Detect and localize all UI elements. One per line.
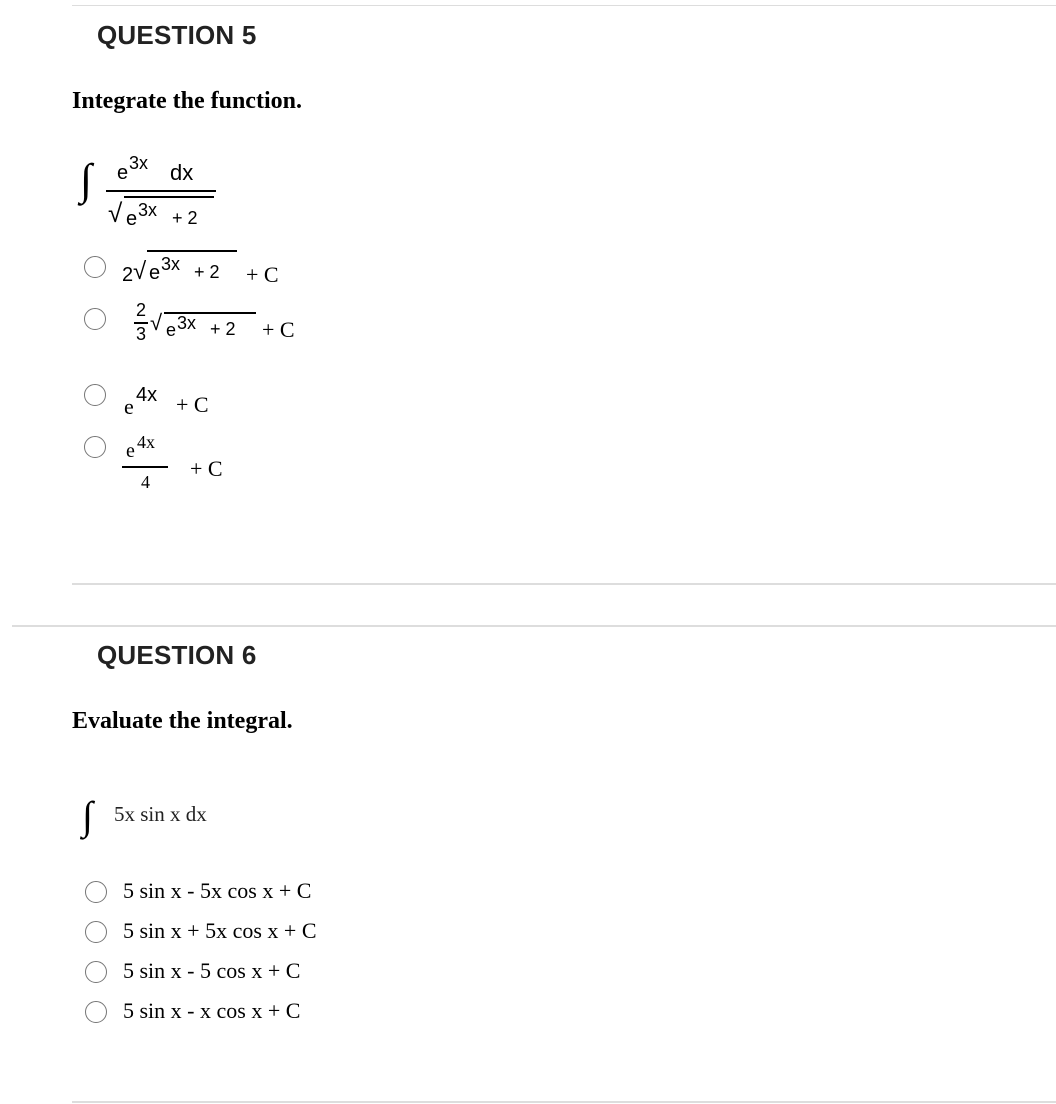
- question-5-prompt: Integrate the function.: [72, 88, 302, 114]
- q5-option-d-label: e 4x 4 + C: [122, 428, 262, 498]
- sqrt-icon: √: [108, 198, 123, 228]
- question-5-bottom-divider: [72, 583, 1056, 585]
- fraction-bar: [106, 190, 216, 192]
- sqrt-icon: √: [133, 258, 147, 285]
- radicand-base: e: [126, 208, 138, 230]
- q5-option-a-label: 2 √ e 3x + 2 + C: [122, 250, 322, 290]
- q5-option-b-label: 2 3 √ e 3x + 2 + C: [136, 300, 295, 344]
- numerator-exponent: 3x: [129, 153, 149, 173]
- q6-option-a-radio[interactable]: [85, 881, 107, 903]
- question-6-integrand: ∫ 5x sin x dx: [82, 793, 207, 838]
- sqrt-overline: [124, 196, 214, 198]
- q6-option-c-radio[interactable]: [85, 961, 107, 983]
- question-6-top-divider: [12, 625, 1056, 627]
- q5-option-c-label: e 4x + C: [124, 384, 209, 419]
- top-divider: [72, 5, 1056, 6]
- q5-option-c-radio[interactable]: [84, 384, 106, 406]
- q6-option-a-label: 5 sin x - 5x cos x + C: [123, 878, 312, 903]
- q5-option-d-radio[interactable]: [84, 436, 106, 458]
- q6-option-c-label: 5 sin x - 5 cos x + C: [123, 958, 301, 983]
- radicand-tail: + 2: [172, 208, 198, 228]
- q5-option-a-radio[interactable]: [84, 256, 106, 278]
- q5-option-b-radio[interactable]: [84, 308, 106, 330]
- question-6-prompt: Evaluate the integral.: [72, 708, 293, 734]
- numerator-base: e: [117, 162, 129, 184]
- question-6-bottom-divider: [72, 1101, 1056, 1103]
- question-6-heading: QUESTION 6: [97, 640, 257, 670]
- q6-option-b-radio[interactable]: [85, 921, 107, 943]
- radicand-exponent: 3x: [138, 200, 158, 220]
- q6-option-b-label: 5 sin x + 5x cos x + C: [123, 918, 317, 943]
- question-5-integrand: [80, 152, 240, 234]
- question-5-heading: QUESTION 5: [97, 20, 257, 50]
- q6-option-d-radio[interactable]: [85, 1001, 107, 1023]
- numerator-differential: dx: [170, 160, 194, 185]
- fraction-bar: [122, 466, 168, 468]
- integral-sign-icon: ∫: [80, 155, 93, 204]
- sqrt-overline: [147, 250, 237, 252]
- sqrt-icon: √: [150, 310, 163, 335]
- integral-sign-icon: ∫: [82, 793, 93, 838]
- q6-option-d-label: 5 sin x - x cos x + C: [123, 998, 301, 1023]
